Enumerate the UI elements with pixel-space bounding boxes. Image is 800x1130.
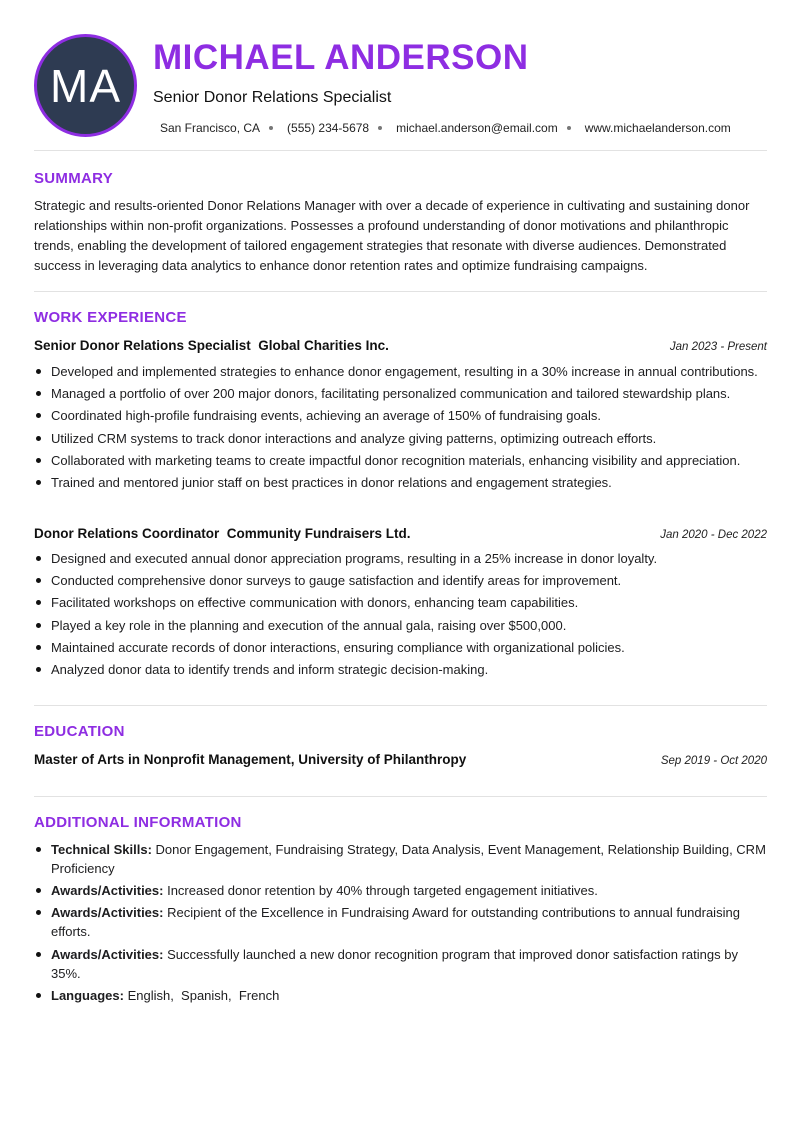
contact-phone[interactable]: (555) 234-5678 <box>287 121 396 135</box>
contact-location: San Francisco, CA <box>160 121 287 135</box>
additional-info-list <box>51 840 767 1008</box>
work-experience-heading: WORK EXPERIENCE <box>34 309 187 326</box>
item-label: Languages: <box>51 987 124 1003</box>
list-item <box>51 986 767 1005</box>
contact-website[interactable]: www.michaelanderson.com <box>584 121 731 135</box>
list-item <box>51 881 767 900</box>
divider <box>34 796 767 797</box>
candidate-name: MICHAEL ANDERSON <box>153 38 529 77</box>
list-item: Maintained accurate records of donor interactions, ensuring compliance with organizational policies. <box>51 638 767 657</box>
item-label: Awards/Activities: <box>51 905 164 921</box>
item-text: Recipient of the Excellence in Fundraising Award for outstanding contributions to annual fundraising efforts. <box>51 905 740 940</box>
education-dates: Sep 2019 - Oct 2020 <box>660 755 767 767</box>
list-item: Utilized CRM systems to track donor interactions and analyze giving patterns, optimizing outreach efforts. <box>51 429 767 448</box>
list-item: Designed and executed annual donor appreciation programs, resulting in a 25% increase in donor loyalty. <box>51 549 767 568</box>
item-text: English, Spanish, French <box>123 987 280 1003</box>
job-bullets <box>51 362 767 495</box>
item-label: Awards/Activities: <box>51 946 164 962</box>
job-dates: Jan 2020 - Dec 2022 <box>660 529 767 541</box>
list-item: Coordinated high-profile fundraising events, achieving an average of 150% of fundraising goals. <box>51 406 767 425</box>
job-title: Senior Donor Relations Specialist <box>153 89 392 106</box>
job-header <box>34 338 767 353</box>
list-item: Facilitated workshops on effective communication with donors, enhancing team capabilities. <box>51 593 767 612</box>
job-header <box>34 526 767 541</box>
additional-info-heading: ADDITIONAL INFORMATION <box>34 814 242 831</box>
item-label: Awards/Activities: <box>51 883 164 899</box>
summary-heading: SUMMARY <box>34 170 114 187</box>
list-item: Developed and implemented strategies to enhance donor engagement, resulting in a 30% increase in annual contributions. <box>51 362 767 381</box>
divider <box>34 291 767 292</box>
contact-email[interactable]: michael.anderson@email.com <box>396 121 585 135</box>
contact-line <box>160 121 731 135</box>
item-label: Technical Skills: <box>51 842 152 857</box>
job-bullets <box>51 549 767 682</box>
separator-dot <box>378 126 382 130</box>
job-role-company: Donor Relations Coordinator Community Fundraisers Ltd. <box>34 526 411 541</box>
list-item: Managed a portfolio of over 200 major donors, facilitating personalized communication and tailored stewardship plans. <box>51 384 767 403</box>
list-item: Played a key role in the planning and execution of the annual gala, raising over $500,000. <box>51 616 767 635</box>
job-role-company: Senior Donor Relations Specialist Global Charities Inc. <box>34 338 389 353</box>
item-text: Successfully launched a new donor recognition program that improved donor satisfaction ratings by 35%. <box>51 946 738 981</box>
job-dates: Jan 2023 - Present <box>669 341 767 353</box>
divider <box>34 705 767 706</box>
item-text: Increased donor retention by 40% through targeted engagement initiatives. <box>163 883 598 899</box>
list-item: Conducted comprehensive donor surveys to gauge satisfaction and identify areas for improvement. <box>51 571 767 590</box>
item-text: Donor Engagement, Fundraising Strategy, Data Analysis, Event Management, Relationship Building, CRM Proficiency <box>51 842 766 876</box>
list-item <box>51 840 767 878</box>
list-item: Analyzed donor data to identify trends and inform strategic decision-making. <box>51 660 767 679</box>
list-item: Trained and mentored junior staff on best practices in donor relations and engagement strategies. <box>51 473 767 492</box>
separator-dot <box>567 126 571 130</box>
list-item: Collaborated with marketing teams to create impactful donor recognition materials, enhancing visibility and appreciation. <box>51 451 767 470</box>
resume-header <box>34 34 767 144</box>
education-heading: EDUCATION <box>34 723 125 740</box>
summary-text: Strategic and results-oriented Donor Relations Manager with over a decade of experience in cultivating and sustaining donor relationships within non-profit organizations. Possesses a profound understanding of donor motivations and philanthropic trends, enabling the development of tailored engagement strategies that resonate with diverse audiences. Demonstrated success in leveraging data analytics to enhance donor retention rates and optimize fundraising campaigns. <box>34 198 750 273</box>
list-item <box>51 903 767 941</box>
degree: Master of Arts in Nonprofit Management, University of Philanthropy <box>34 752 467 767</box>
avatar: MA <box>34 34 137 137</box>
divider <box>34 150 767 151</box>
list-item <box>51 945 767 983</box>
education-entry <box>34 752 767 767</box>
separator-dot <box>269 126 273 130</box>
